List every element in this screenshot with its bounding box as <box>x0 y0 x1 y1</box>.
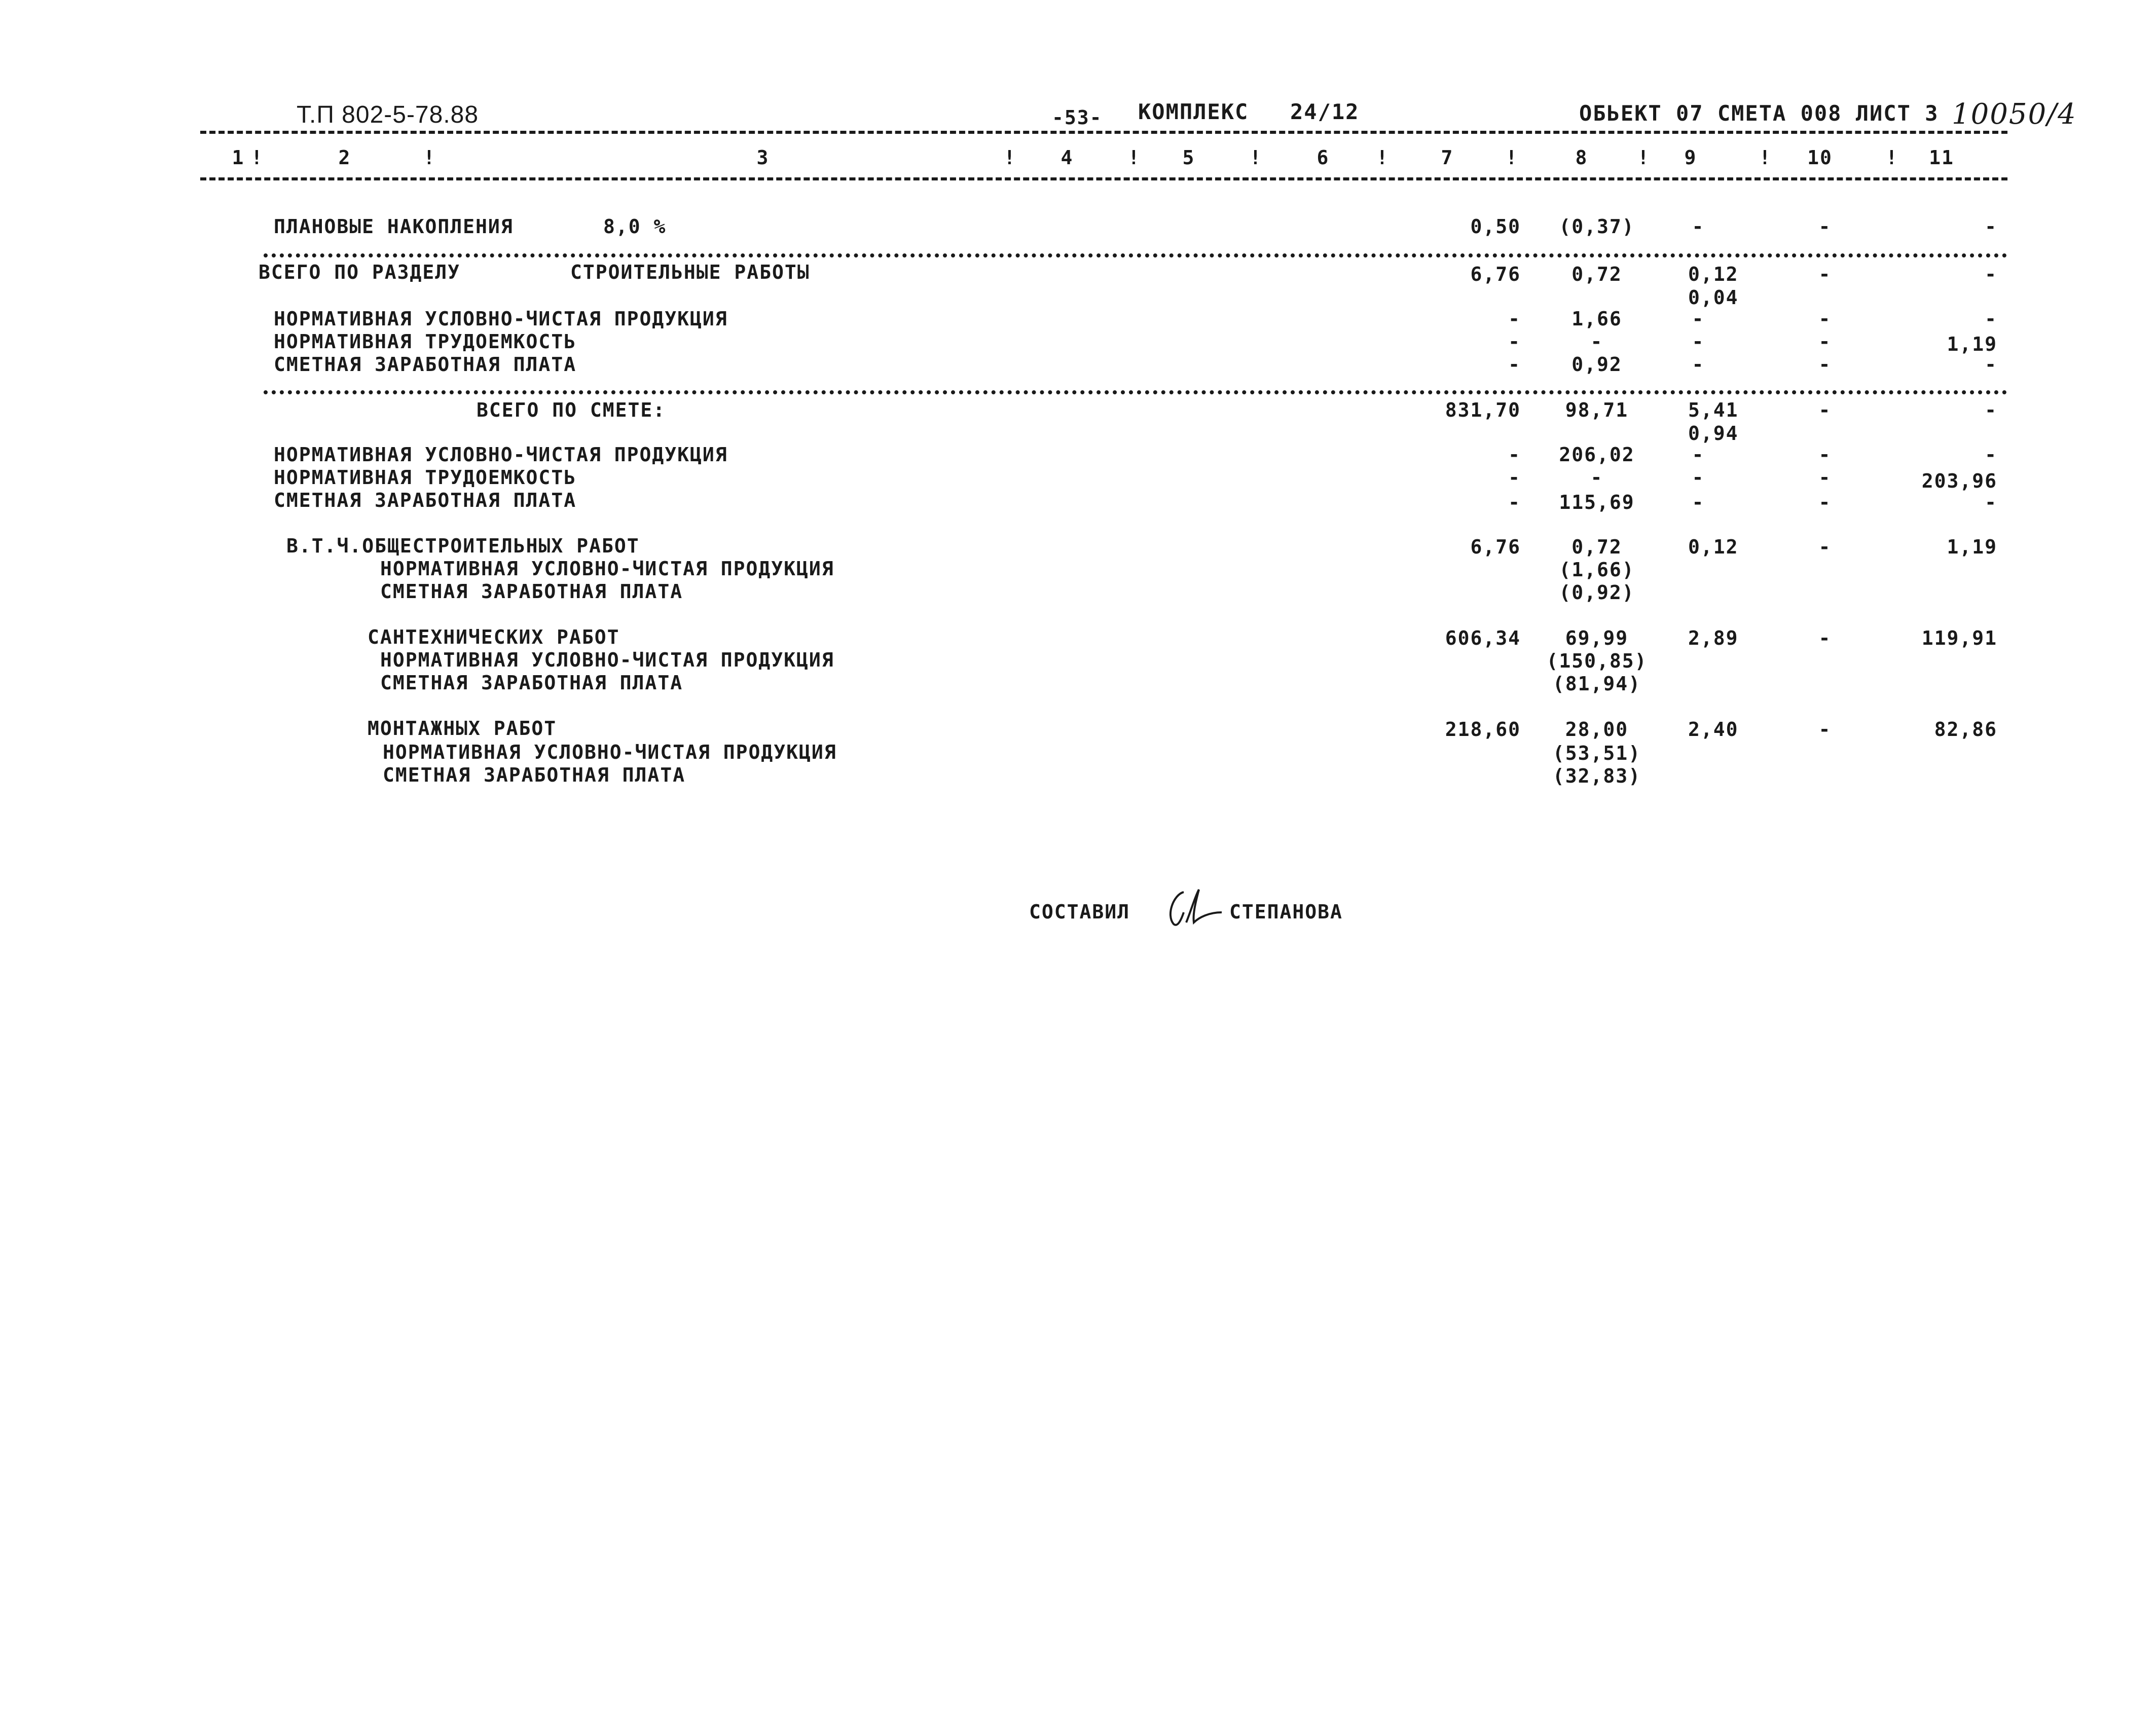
row-label: НОРМАТИВНАЯ ТРУДОЕМКОСТЬ <box>274 330 577 353</box>
cell-col11: 82,86 <box>1934 718 1997 741</box>
row-label: В.Т.Ч.ОБЩЕСТРОИТЕЛЬНЫХ РАБОТ <box>286 535 640 557</box>
cell-col9-sub: 0,04 <box>1688 286 1739 309</box>
row-label: САНТЕХНИЧЕСКИХ РАБОТ <box>368 626 620 648</box>
row-percent: 8,0 % <box>603 215 667 238</box>
cell-col10: - <box>1818 215 1832 238</box>
compiled-label: СОСТАВИЛ <box>1029 901 1130 923</box>
cell-col11: 1,19 <box>1947 333 1997 355</box>
cell-col7: - <box>1508 444 1521 466</box>
col-separator: ! <box>251 146 264 169</box>
sub-value: (1,66) <box>1559 559 1635 581</box>
header-rule-bottom <box>200 177 2007 180</box>
cell-col8: 115,69 <box>1559 491 1635 513</box>
page-number: -53- <box>1052 106 1103 129</box>
cell-col8: 206,02 <box>1559 444 1635 466</box>
cell-col10: - <box>1818 536 1832 558</box>
row-label: СМЕТНАЯ ЗАРАБОТНАЯ ПЛАТА <box>274 489 577 511</box>
row-label: МОНТАЖНЫХ РАБОТ <box>368 717 557 740</box>
row-label: СМЕТНАЯ ЗАРАБОТНАЯ ПЛАТА <box>274 353 577 376</box>
cell-col11: - <box>1985 263 1997 285</box>
cell-col11: - <box>1985 308 1997 330</box>
col-header: 10 <box>1807 146 1833 169</box>
row-label: ВСЕГО ПО РАЗДЕЛУ <box>259 261 461 283</box>
cell-col8: (0,37) <box>1559 215 1635 238</box>
col-header: 8 <box>1575 146 1588 169</box>
cell-col8: - <box>1590 330 1603 353</box>
dotted-separator <box>264 253 2007 257</box>
cell-col9: - <box>1692 466 1705 489</box>
cell-col10: - <box>1818 308 1832 330</box>
cell-col11: - <box>1985 353 1997 376</box>
sub-value: (150,85) <box>1546 650 1648 672</box>
cell-col11: - <box>1985 215 1997 238</box>
cell-col9: 5,41 <box>1688 399 1739 421</box>
row-label: НОРМАТИВНАЯ ТРУДОЕМКОСТЬ <box>274 466 577 489</box>
cell-col8: 98,71 <box>1565 399 1629 421</box>
cell-col11: - <box>1985 399 1997 421</box>
cell-col9: - <box>1692 444 1705 466</box>
cell-col7: - <box>1508 491 1521 513</box>
cell-col10: - <box>1818 263 1832 285</box>
sub-value: (81,94) <box>1552 673 1641 695</box>
object-info: ОБЬЕКТ 07 СМЕТА 008 ЛИСТ 3 <box>1579 101 1939 126</box>
cell-col8: 0,72 <box>1572 263 1622 285</box>
col-header: 3 <box>756 146 770 169</box>
dotted-separator <box>264 390 2007 394</box>
row-label: НОРМАТИВНАЯ УСЛОВНО-ЧИСТАЯ ПРОДУКЦИЯ <box>274 444 728 466</box>
cell-col7: - <box>1508 466 1521 489</box>
cell-col10: - <box>1818 718 1832 741</box>
col-header: 2 <box>338 146 351 169</box>
cell-col9: - <box>1692 353 1705 376</box>
cell-col8: 1,66 <box>1572 308 1622 330</box>
cell-col7: 606,34 <box>1445 627 1521 649</box>
section-name: СТРОИТЕЛЬНЫЕ РАБОТЫ <box>570 261 810 283</box>
cell-col9: - <box>1692 330 1705 353</box>
signature <box>1163 884 1224 930</box>
cell-col9: 0,12 <box>1688 536 1739 558</box>
cell-col10: - <box>1818 444 1832 466</box>
cell-col7: 0,50 <box>1470 215 1521 238</box>
cell-col7: - <box>1508 353 1521 376</box>
cell-col11: - <box>1985 491 1997 513</box>
cell-col9: 2,40 <box>1688 718 1739 741</box>
cell-col11: 203,96 <box>1921 470 1997 492</box>
col-header: 4 <box>1061 146 1074 169</box>
cell-col7: 831,70 <box>1445 399 1521 421</box>
sub-label: СМЕТНАЯ ЗАРАБОТНАЯ ПЛАТА <box>380 580 683 603</box>
cell-col8: 69,99 <box>1565 627 1629 649</box>
complex-label: КОМПЛЕКС <box>1138 99 1249 124</box>
col-separator: ! <box>1637 146 1650 169</box>
cell-col7: 6,76 <box>1470 263 1521 285</box>
cell-col8: - <box>1590 466 1603 489</box>
cell-col9: - <box>1692 215 1705 238</box>
sheet-reference: 10050/4 <box>1952 98 2077 131</box>
cell-col10: - <box>1818 399 1832 421</box>
cell-col11: 119,91 <box>1921 627 1997 649</box>
col-separator: ! <box>1004 146 1016 169</box>
header-rule-top <box>200 131 2007 134</box>
sub-value: (53,51) <box>1552 742 1641 764</box>
col-header: 6 <box>1317 146 1330 169</box>
col-header: 9 <box>1684 146 1697 169</box>
doc-code: Т.П 802-5-78.88 <box>297 101 479 128</box>
col-separator: ! <box>1759 146 1772 169</box>
sub-label: НОРМАТИВНАЯ УСЛОВНО-ЧИСТАЯ ПРОДУКЦИЯ <box>380 558 834 580</box>
col-header: 5 <box>1182 146 1195 169</box>
cell-col11: 1,19 <box>1947 536 1997 558</box>
col-separator: ! <box>423 146 436 169</box>
sub-label: СМЕТНАЯ ЗАРАБОТНАЯ ПЛАТА <box>380 672 683 694</box>
sub-label: НОРМАТИВНАЯ УСЛОВНО-ЧИСТАЯ ПРОДУКЦИЯ <box>383 741 837 763</box>
cell-col9: - <box>1692 308 1705 330</box>
row-label: ПЛАНОВЫЕ НАКОПЛЕНИЯ <box>274 215 514 238</box>
cell-col7: - <box>1508 308 1521 330</box>
row-label: НОРМАТИВНАЯ УСЛОВНО-ЧИСТАЯ ПРОДУКЦИЯ <box>274 308 728 330</box>
cell-col7: 6,76 <box>1470 536 1521 558</box>
sub-label: НОРМАТИВНАЯ УСЛОВНО-ЧИСТАЯ ПРОДУКЦИЯ <box>380 649 834 671</box>
cell-col10: - <box>1818 466 1832 489</box>
cell-col11: - <box>1985 444 1997 466</box>
col-separator: ! <box>1128 146 1141 169</box>
row-label: ВСЕГО ПО СМЕТЕ: <box>477 399 666 421</box>
col-header: 11 <box>1929 146 1954 169</box>
cell-col9: 2,89 <box>1688 627 1739 649</box>
cell-col8: 0,92 <box>1572 353 1622 376</box>
cell-col9: 0,12 <box>1688 263 1739 285</box>
cell-col10: - <box>1818 627 1832 649</box>
cell-col10: - <box>1818 353 1832 376</box>
sub-value: (32,83) <box>1552 765 1641 787</box>
sub-label: СМЕТНАЯ ЗАРАБОТНАЯ ПЛАТА <box>383 764 686 786</box>
cell-col7: 218,60 <box>1445 718 1521 741</box>
cell-col10: - <box>1818 330 1832 353</box>
cell-col7: - <box>1508 330 1521 353</box>
col-separator: ! <box>1376 146 1389 169</box>
col-separator: ! <box>1506 146 1518 169</box>
cell-col9: - <box>1692 491 1705 513</box>
cell-col8: 28,00 <box>1565 718 1629 741</box>
sub-value: (0,92) <box>1559 581 1635 604</box>
cell-col9-sub: 0,94 <box>1688 422 1739 445</box>
complex-number: 24/12 <box>1290 99 1360 124</box>
col-header: 7 <box>1441 146 1454 169</box>
col-header: 1 <box>232 146 245 169</box>
compiler-name: СТЕПАНОВА <box>1229 901 1343 923</box>
col-separator: ! <box>1250 146 1262 169</box>
col-separator: ! <box>1886 146 1898 169</box>
cell-col10: - <box>1818 491 1832 513</box>
cell-col8: 0,72 <box>1572 536 1622 558</box>
